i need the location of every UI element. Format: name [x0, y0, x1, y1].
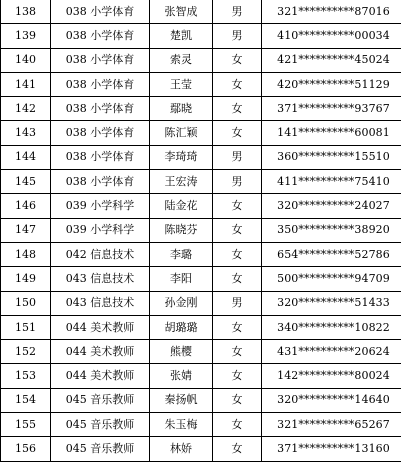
name-cell: 李阳	[150, 267, 213, 291]
subject-cell: 044 美术教师	[51, 315, 150, 339]
gender-cell: 女	[213, 218, 262, 242]
row-number-cell: 148	[1, 242, 51, 266]
table-row	[1, 315, 401, 339]
id-number-cell: 321**********87016	[262, 0, 401, 24]
subject-cell: 043 信息技术	[51, 291, 150, 315]
id-number-cell: 340**********10822	[262, 315, 401, 339]
table-row	[1, 364, 401, 388]
id-number-cell: 350**********38920	[262, 218, 401, 242]
row-number-cell: 151	[1, 315, 51, 339]
subject-cell: 044 美术教师	[51, 364, 150, 388]
row-number-cell: 140	[1, 48, 51, 72]
row-number-cell: 139	[1, 24, 51, 48]
row-number-cell: 142	[1, 97, 51, 121]
row-number-cell: 150	[1, 291, 51, 315]
name-cell: 王宏涛	[150, 170, 213, 194]
name-cell: 陈汇颖	[150, 121, 213, 145]
table-row	[1, 218, 401, 242]
subject-cell: 038 小学体育	[51, 121, 150, 145]
name-cell: 熊樱	[150, 340, 213, 364]
gender-cell: 女	[213, 413, 262, 437]
row-number-cell: 154	[1, 388, 51, 412]
id-number-cell: 420**********51129	[262, 72, 401, 96]
id-number-cell: 320**********51433	[262, 291, 401, 315]
gender-cell: 女	[213, 97, 262, 121]
table-row	[1, 145, 401, 169]
name-cell: 张婧	[150, 364, 213, 388]
gender-cell: 男	[213, 0, 262, 24]
name-cell: 胡璐璐	[150, 315, 213, 339]
id-number-cell: 431**********20624	[262, 340, 401, 364]
id-number-cell: 500**********94709	[262, 267, 401, 291]
gender-cell: 女	[213, 315, 262, 339]
id-number-cell: 371**********13160	[262, 437, 401, 461]
gender-cell: 男	[213, 291, 262, 315]
name-cell: 李璐	[150, 242, 213, 266]
id-number-cell: 141**********60081	[262, 121, 401, 145]
row-number-cell: 146	[1, 194, 51, 218]
subject-cell: 045 音乐教师	[51, 388, 150, 412]
candidate-table-body	[1, 0, 401, 461]
gender-cell: 女	[213, 242, 262, 266]
row-number-cell: 145	[1, 170, 51, 194]
row-number-cell: 153	[1, 364, 51, 388]
subject-cell: 044 美术教师	[51, 340, 150, 364]
id-number-cell: 321**********65267	[262, 413, 401, 437]
id-number-cell: 320**********14640	[262, 388, 401, 412]
table-row	[1, 291, 401, 315]
subject-cell: 038 小学体育	[51, 170, 150, 194]
name-cell: 李琦琦	[150, 145, 213, 169]
table-row	[1, 121, 401, 145]
subject-cell: 042 信息技术	[51, 242, 150, 266]
table-row	[1, 72, 401, 96]
id-number-cell: 411**********75410	[262, 170, 401, 194]
id-number-cell: 320**********24027	[262, 194, 401, 218]
table-row	[1, 340, 401, 364]
subject-cell: 038 小学体育	[51, 0, 150, 24]
name-cell: 孙金刚	[150, 291, 213, 315]
gender-cell: 男	[213, 145, 262, 169]
table-row	[1, 170, 401, 194]
gender-cell: 女	[213, 437, 262, 461]
table-row	[1, 413, 401, 437]
id-number-cell: 654**********52786	[262, 242, 401, 266]
row-number-cell: 138	[1, 0, 51, 24]
id-number-cell: 371**********93767	[262, 97, 401, 121]
row-number-cell: 144	[1, 145, 51, 169]
row-number-cell: 141	[1, 72, 51, 96]
name-cell: 鄢晓	[150, 97, 213, 121]
subject-cell: 038 小学体育	[51, 97, 150, 121]
table-row	[1, 437, 401, 461]
name-cell: 索灵	[150, 48, 213, 72]
name-cell: 林娇	[150, 437, 213, 461]
subject-cell: 045 音乐教师	[51, 437, 150, 461]
gender-cell: 女	[213, 340, 262, 364]
gender-cell: 女	[213, 388, 262, 412]
gender-cell: 女	[213, 121, 262, 145]
gender-cell: 女	[213, 194, 262, 218]
id-number-cell: 142**********80024	[262, 364, 401, 388]
subject-cell: 039 小学科学	[51, 194, 150, 218]
subject-cell: 039 小学科学	[51, 218, 150, 242]
gender-cell: 男	[213, 170, 262, 194]
subject-cell: 038 小学体育	[51, 145, 150, 169]
table-row	[1, 194, 401, 218]
gender-cell: 女	[213, 364, 262, 388]
table-row	[1, 0, 401, 24]
row-number-cell: 155	[1, 413, 51, 437]
name-cell: 陆金花	[150, 194, 213, 218]
id-number-cell: 410**********00034	[262, 24, 401, 48]
gender-cell: 女	[213, 48, 262, 72]
row-number-cell: 147	[1, 218, 51, 242]
gender-cell: 男	[213, 24, 262, 48]
id-number-cell: 421**********45024	[262, 48, 401, 72]
name-cell: 秦扬帆	[150, 388, 213, 412]
subject-cell: 043 信息技术	[51, 267, 150, 291]
table-row	[1, 48, 401, 72]
table-row	[1, 388, 401, 412]
id-number-cell: 360**********15510	[262, 145, 401, 169]
name-cell: 楚凯	[150, 24, 213, 48]
name-cell: 王莹	[150, 72, 213, 96]
gender-cell: 女	[213, 72, 262, 96]
table-row	[1, 24, 401, 48]
row-number-cell: 143	[1, 121, 51, 145]
subject-cell: 038 小学体育	[51, 24, 150, 48]
subject-cell: 045 音乐教师	[51, 413, 150, 437]
table-row	[1, 242, 401, 266]
row-number-cell: 156	[1, 437, 51, 461]
subject-cell: 038 小学体育	[51, 72, 150, 96]
row-number-cell: 152	[1, 340, 51, 364]
name-cell: 陈晓芬	[150, 218, 213, 242]
table-row	[1, 97, 401, 121]
name-cell: 张智成	[150, 0, 213, 24]
table-row	[1, 267, 401, 291]
name-cell: 朱玉梅	[150, 413, 213, 437]
gender-cell: 女	[213, 267, 262, 291]
row-number-cell: 149	[1, 267, 51, 291]
subject-cell: 038 小学体育	[51, 48, 150, 72]
